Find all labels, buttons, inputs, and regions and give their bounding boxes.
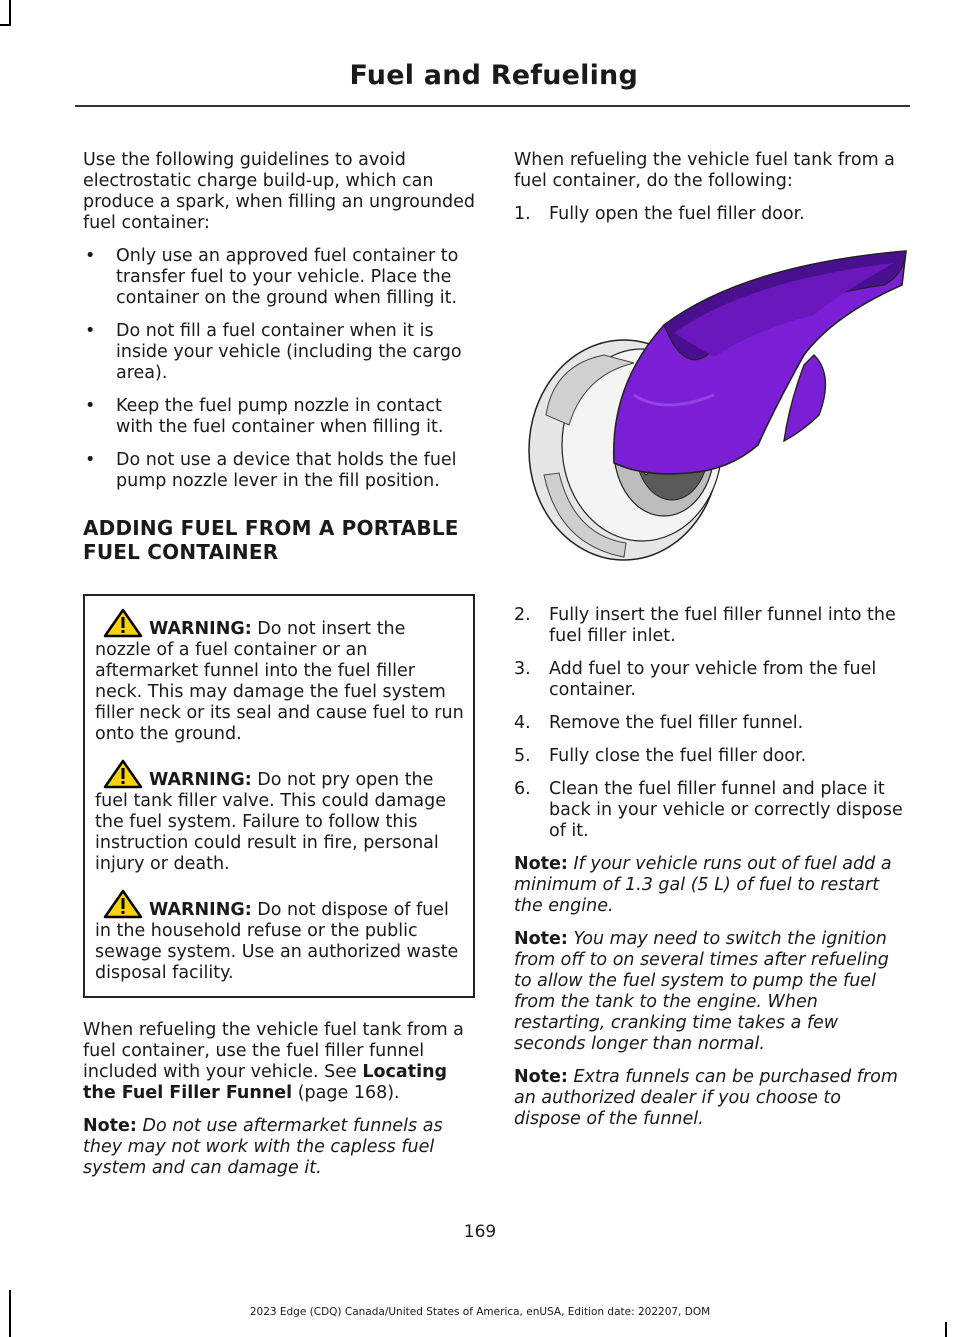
crop-mark [9, 0, 11, 26]
warning-triangle-icon [103, 608, 143, 638]
note-text: Extra funnels can be purchased from an authorized dealer if you choose to dispose of the funnel. [514, 1067, 898, 1129]
warning-3 [95, 889, 465, 984]
warning-label: WARNING: [149, 770, 252, 790]
warning-label: WARNING: [149, 900, 252, 920]
warning-box [83, 594, 475, 998]
list-item: • Do not fill a fuel container when it is inside your vehicle (including the cargo area). [83, 321, 475, 384]
step-number: 3. [514, 659, 531, 679]
section-heading: ADDING FUEL FROM A PORTABLE FUEL CONTAINER [83, 516, 459, 564]
list-item [514, 204, 908, 225]
list-item [514, 746, 908, 767]
list-item [514, 659, 908, 701]
step-number: 2. [514, 605, 531, 625]
cross-reference-link[interactable]: Locating the Fuel Filler Funnel [83, 1062, 448, 1103]
funnel-in-filler-illustration [514, 245, 908, 581]
page-reference: (page 168). [292, 1083, 400, 1103]
crop-mark [0, 24, 11, 26]
warning-1 [95, 608, 465, 745]
warning-text: Do not insert the nozzle of a fuel container or an aftermarket funnel into the fuel filler neck. This may damage the fuel system filler neck or its seal and cause fuel to run onto the ground. [95, 619, 464, 744]
step-text: Fully open the fuel filler door. [549, 204, 805, 224]
note-label: Note: [514, 1067, 568, 1087]
note-label: Note: [514, 854, 568, 874]
header-rule [75, 105, 910, 107]
intro-paragraph: When refueling the vehicle fuel tank from a fuel container, do the following: [514, 150, 895, 191]
note-text: If your vehicle runs out of fuel add a minimum of 1.3 gal (5 L) of fuel to restart the engine. [514, 854, 892, 916]
note-text: You may need to switch the ignition from off to on several times after refueling to allow the fuel system to pump the fuel from the tank to the engine. When restarting, cranking time takes a few seconds longer than normal. [514, 929, 889, 1054]
footer-edition-info: 2023 Edge (CDQ) Canada/United States of America, enUSA, Edition date: 202207, DOM [249, 1306, 711, 1318]
note [514, 854, 908, 917]
list-item: • Keep the fuel pump nozzle in contact with the fuel container when filling it. [83, 396, 475, 438]
page-title: Fuel and Refueling [349, 60, 638, 91]
right-column [514, 150, 908, 1142]
note-label: Note: [83, 1116, 137, 1136]
warning-triangle-icon [103, 889, 143, 919]
step-number: 6. [514, 779, 531, 799]
list-item [514, 605, 908, 647]
step-list [514, 204, 908, 225]
step-text: Fully close the fuel filler door. [549, 746, 807, 766]
step-text: Add fuel to your vehicle from the fuel container. [549, 659, 877, 700]
step-list [514, 605, 908, 842]
warning-triangle-icon [103, 759, 143, 789]
crop-mark [945, 1322, 947, 1337]
note-text: Do not use aftermarket funnels as they may not work with the capless fuel system and can damage it. [83, 1116, 443, 1178]
funnel-paragraph [83, 1020, 475, 1104]
warning-2 [95, 759, 465, 875]
page-number: 169 [463, 1222, 497, 1242]
step-number: 1. [514, 204, 531, 224]
warning-text: Do not pry open the fuel tank filler valve. This could damage the fuel system. Failure to follow this instruction could result in fire, personal injury or death. [95, 770, 447, 874]
list-item: • Only use an approved fuel container to transfer fuel to your vehicle. Place the container on the ground when filling it. [83, 246, 475, 309]
step-number: 5. [514, 746, 531, 766]
guideline-list [83, 246, 475, 492]
note [514, 1067, 908, 1130]
step-number: 4. [514, 713, 531, 733]
intro-paragraph: Use the following guidelines to avoid electrostatic charge build-up, which can produce a spark, when filling an ungrounded fuel container: [83, 150, 476, 233]
list-item [514, 779, 908, 842]
warning-text: Do not dispose of fuel in the household refuse or the public sewage system. Use an authorized waste disposal facility. [95, 900, 459, 983]
step-text: Remove the fuel filler funnel. [549, 713, 804, 733]
list-item: • Do not use a device that holds the fuel pump nozzle lever in the fill position. [83, 450, 475, 492]
note [83, 1116, 475, 1179]
note [514, 929, 908, 1055]
left-column [83, 150, 475, 1191]
list-item [514, 713, 908, 734]
funnel-paragraph-text: When refueling the vehicle fuel tank from a fuel container, use the fuel filler funnel included with your vehicle. See [83, 1020, 464, 1082]
step-text: Clean the fuel filler funnel and place it back in your vehicle or correctly dispose of it. [549, 779, 903, 841]
warning-label: WARNING: [149, 619, 252, 639]
note-label: Note: [514, 929, 568, 949]
step-text: Fully insert the fuel filler funnel into the fuel filler inlet. [549, 605, 896, 646]
